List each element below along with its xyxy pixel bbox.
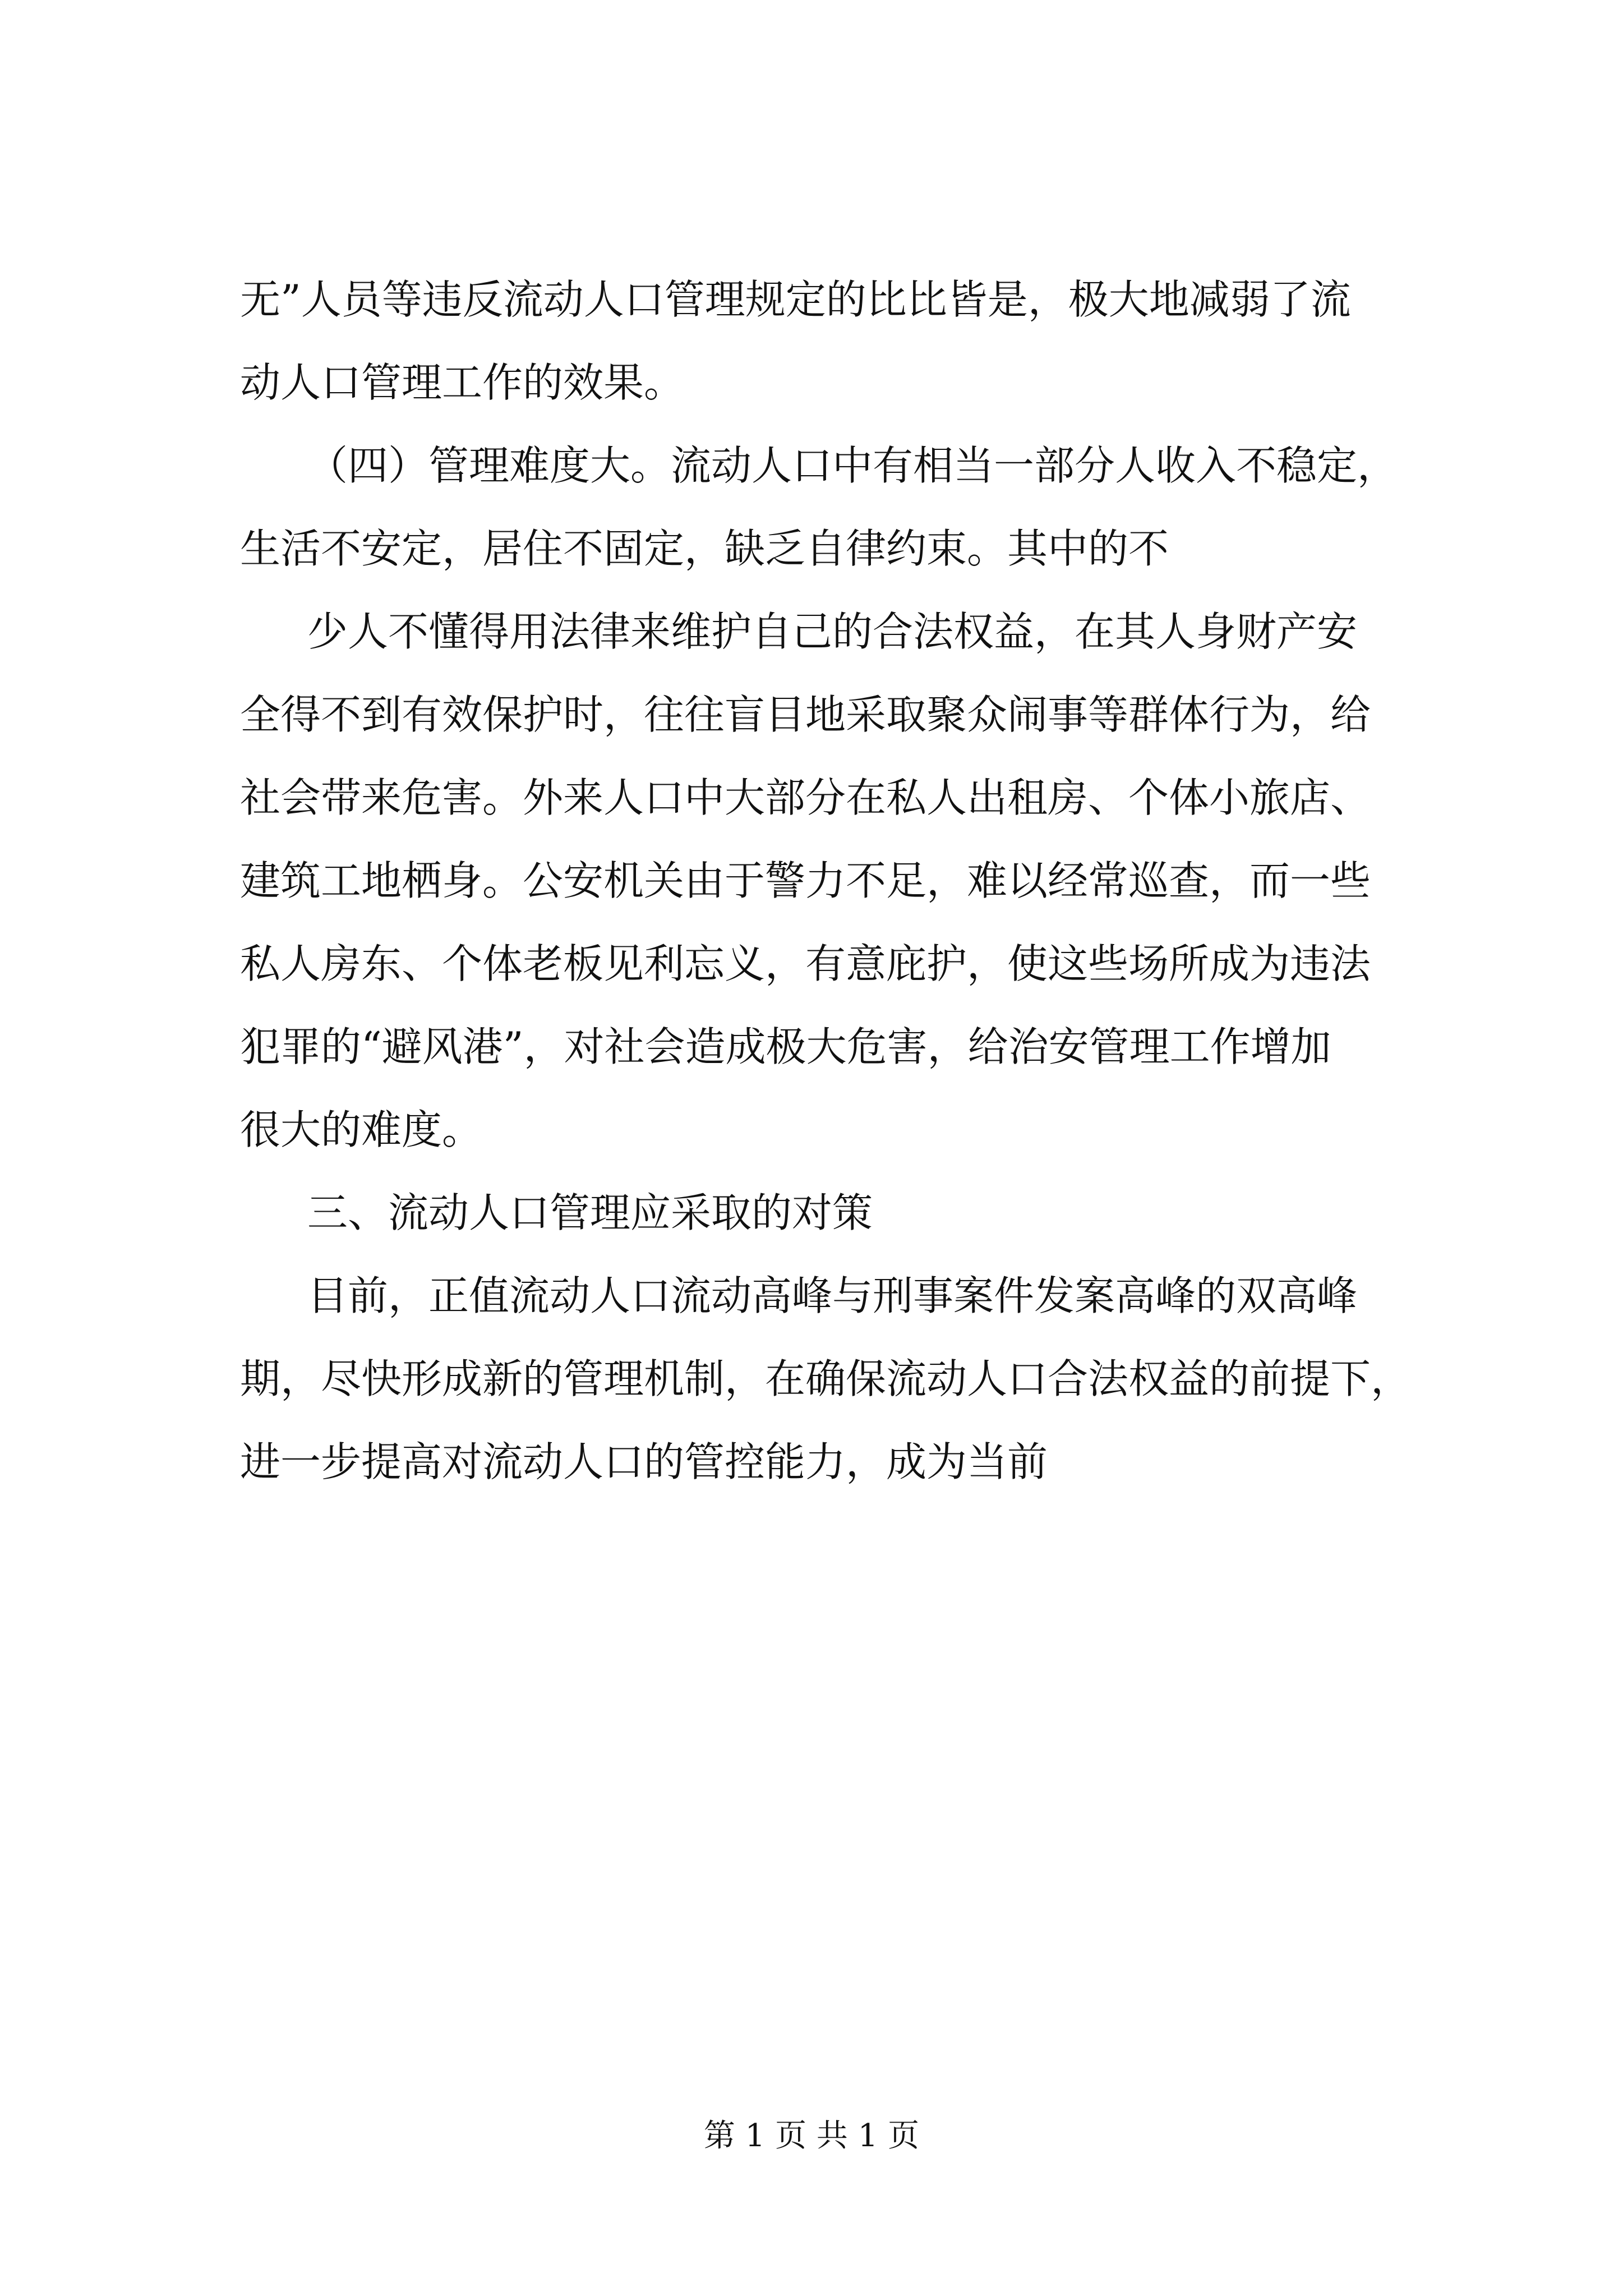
text-line: 很大的难度。 <box>240 1106 483 1153</box>
text-line: 私人房东、个体老板见利忘义，有意庇护，使这些场所成为违法 <box>240 940 1371 987</box>
text-line: 全得不到有效保护时，往往盲目地采取聚众闹事等群体行为，给 <box>240 691 1371 738</box>
text-line: 社会带来危害。外来人口中大部分在私人出租房、个体小旅店、 <box>240 774 1371 821</box>
page-number-footer: 第 1 页 共 1 页 <box>703 2118 920 2154</box>
section-heading: 三、流动人口管理应采取的对策 <box>307 1189 873 1236</box>
text-line: 进一步提高对流动人口的管控能力，成为当前 <box>240 1438 1048 1485</box>
text-line: （四）管理难度大。流动人口中有相当一部分人收入不稳定， <box>307 442 1398 489</box>
text-line: 犯罪的“避风港”，对社会造成极大危害，给治安管理工作增加 <box>240 1023 1331 1070</box>
text-line: 无”人员等违反流动人口管理规定的比比皆是，极大地减弱了流 <box>240 276 1351 323</box>
text-line: 目前，正值流动人口流动高峰与刑事案件发案高峰的双高峰 <box>307 1272 1358 1319</box>
text-line: 建筑工地栖身。公安机关由于警力不足，难以经常巡查，而一些 <box>240 857 1371 904</box>
text-line: 动人口管理工作的效果。 <box>240 359 685 406</box>
text-line: 少人不懂得用法律来维护自己的合法权益，在其人身财产安 <box>307 608 1358 655</box>
text-line: 期，尽快形成新的管理机制，在确保流动人口合法权益的前提下， <box>240 1355 1412 1402</box>
body-text <box>240 258 1451 1503</box>
text-line: 生活不安定，居住不固定，缺乏自律约束。其中的不 <box>240 525 1169 572</box>
